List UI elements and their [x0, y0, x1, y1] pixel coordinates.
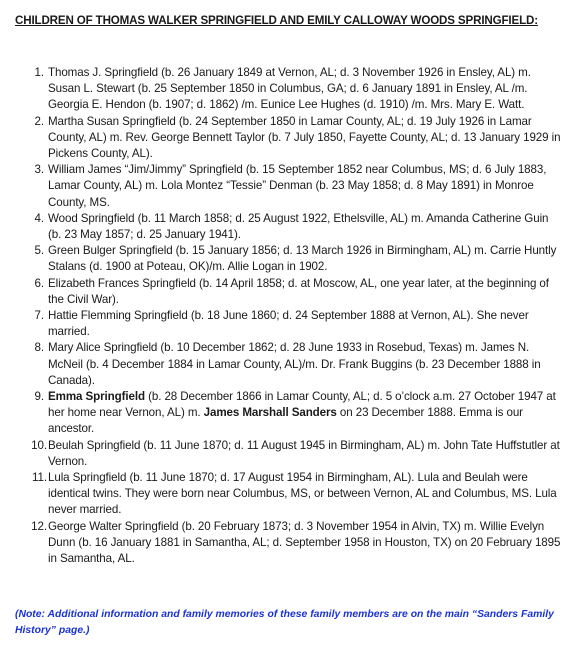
- list-item-4: [14, 211, 562, 243]
- list-number: 12.: [31, 519, 47, 533]
- list-number: 2.: [34, 114, 44, 128]
- list-number: 7.: [34, 309, 44, 323]
- list-item-11: [14, 470, 562, 519]
- list-text: Beulah Springfield (b. 11 June 1870; d. 11 August 1945 in Birmingham, AL) m. John Tate Huffstutler at Vernon.: [48, 438, 560, 468]
- list-item-3: [14, 162, 562, 211]
- list-number: 8.: [34, 341, 44, 355]
- list-text: Mary Alice Springfield (b. 10 December 1862; d. 28 June 1933 in Rosebud, Texas) m. James N. McNeil (b. 4 December 1884 in Lamar County, AL)/m. Dr. Frank Buggins (b. 23 December 1888 in Canada).: [48, 341, 541, 387]
- footnote: (Note: Additional information and family memories of these family members are on the main “Sanders Family History” page.): [15, 609, 554, 636]
- list-text: Wood Springfield (b. 11 March 1858; d. 25 August 1922, Ethelsville, AL) m. Amanda Catherine Guin (b. 23 May 1857; d. 25 January 1941).: [48, 211, 549, 242]
- list-item-5: [14, 243, 562, 275]
- list-text: Elizabeth Frances Springfield (b. 14 April 1858; d. at Moscow, AL, one year later, at the beginning of the Civil War).: [48, 276, 549, 306]
- list-text-part: (b. 28 December 1866 in Lamar County, AL; d. 5 o’clock a.m. 27 October 1947 at her home near Vernon, AL) m.: [48, 390, 556, 420]
- list-item-7: [14, 308, 562, 340]
- list-item-2: [14, 114, 562, 163]
- list-text: Lula Springfield (b. 11 June 1870; d. 17 August 1954 in Birmingham, AL). Lula and Beulah were identical twins. They were born near Columbus, MS, or between Vernon, AL and Columbus, MS. Lula never married.: [48, 471, 557, 517]
- list-text: [48, 389, 562, 438]
- list-text: Thomas J. Springfield (b. 26 January 1849 at Vernon, AL; d. 3 November 1926 in Ensley, AL) m. Susan L. Stewart (b. 25 September 1850 in Columbus, GA; d. 6 January 1891 in Ensley, AL /m. Georgia E. Hendon (b. 1907; d. 1862) /m. Eunice Lee Hughes (d. 1910) /m. Mrs. Mary E. Watt.: [48, 66, 531, 112]
- list-item-1: [14, 65, 562, 114]
- list-item-10: [14, 438, 562, 470]
- list-item-12: [14, 519, 562, 568]
- list-number: 1.: [34, 66, 44, 79]
- list-text: Martha Susan Springfield (b. 24 September 1850 in Lamar County, AL; d. 19 July 1926 in Lamar County, AL) m. Rev. George Bennett Taylor (b. 7 July 1850, Fayette County, AL; d. 13 January 1929 in Pickens County, AL).: [48, 114, 561, 161]
- spouse-name: James Marshall Sanders: [203, 406, 337, 420]
- list-text: George Walter Springfield (b. 20 February 1873; d. 3 November 1954 in Alvin, TX) m. Willie Evelyn Dunn (b. 16 January 1881 in Samantha, AL; d. September 1958 in Houston, TX) on 20 February 1895 in Samantha, AL.: [48, 519, 561, 566]
- list-text-part: on 23 December 1888. Emma is our ancestor.: [48, 406, 523, 436]
- document-title: CHILDREN OF THOMAS WALKER SPRINGFIELD AND EMILY CALLOWAY WOODS SPRINGFIELD:: [15, 14, 538, 27]
- list-text: Green Bulger Springfield (b. 15 January 1856; d. 13 March 1926 in Birmingham, AL) m. Carrie Huntly Stalans (d. 1900 at Poteau, OK)/m. Allie Logan in 1902.: [48, 244, 557, 274]
- list-number: 5.: [34, 244, 44, 258]
- list-item-9: [14, 389, 562, 438]
- list-number: 9.: [34, 390, 44, 404]
- list-number: 11.: [32, 471, 47, 485]
- list-text: Hattie Flemming Springfield (b. 18 June 1860; d. 24 September 1888 at Vernon, AL). She never married.: [48, 309, 529, 339]
- list-number: 6.: [34, 276, 44, 290]
- list-item-6: [14, 276, 562, 308]
- list-text: William James “Jim/Jimmy” Springfield (b. 15 September 1852 near Columbus, MS; d. 6 July 1883, Lamar County, AL) m. Lola Montez “Tessie” Denman (b. 23 May 1858; d. 8 May 1891) in Monroe County, MS.: [48, 163, 547, 209]
- list-number: 4.: [34, 211, 44, 225]
- children-list: [14, 65, 562, 567]
- list-item-8: [14, 340, 562, 389]
- ancestor-name: Emma Springfield: [48, 390, 145, 404]
- list-number: 3.: [34, 163, 44, 177]
- list-number: 10.: [31, 438, 47, 452]
